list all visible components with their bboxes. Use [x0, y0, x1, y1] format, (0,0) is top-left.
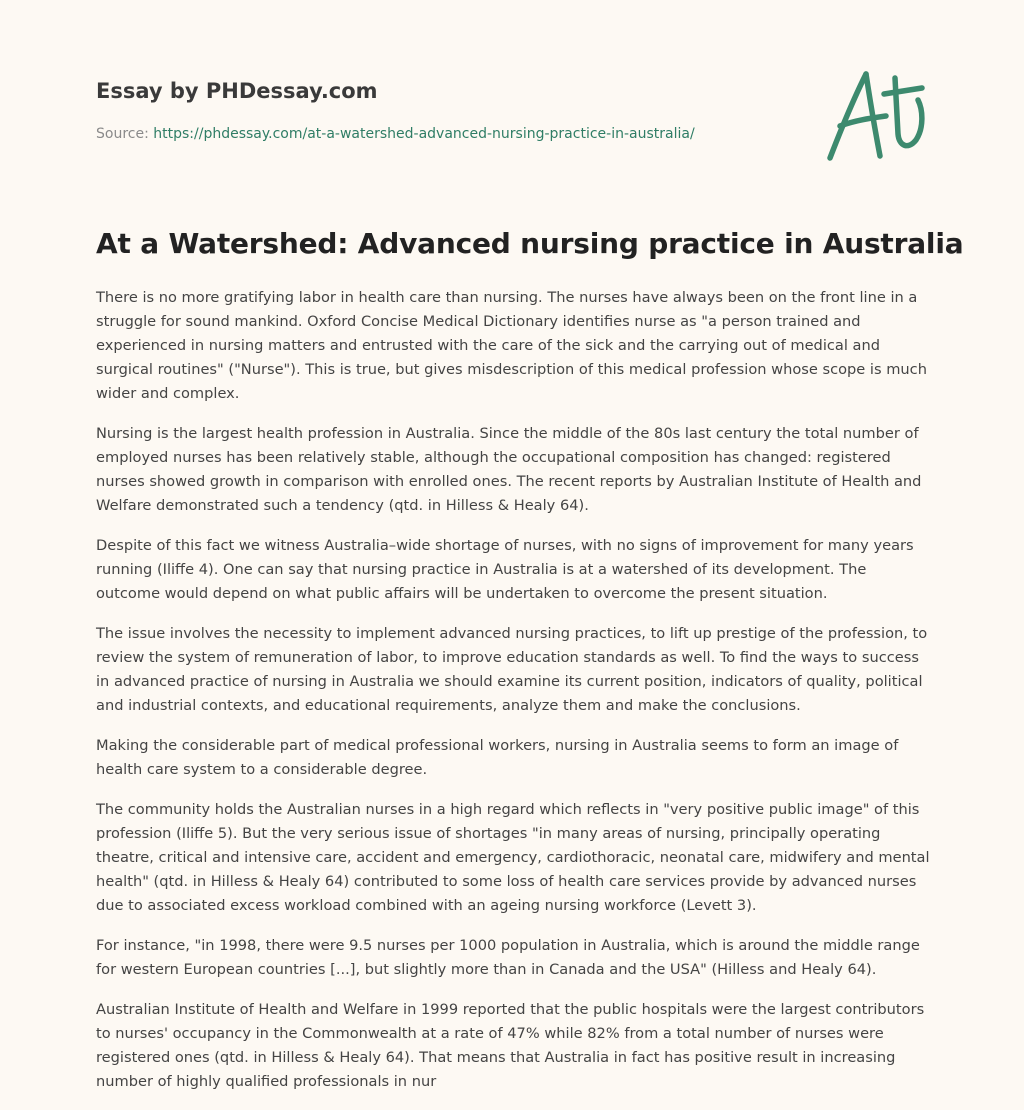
essay-paragraph: For instance, "in 1998, there were 9.5 nurses per 1000 population in Australia, which is around the middle range for western European countries [...], but slightly more than in Canada and the USA" (Hilless and Healy 64). — [96, 937, 920, 978]
essay-title: At a Watershed: Advanced nursing practice in Australia — [96, 227, 964, 260]
essay-paragraph: Nursing is the largest health profession in Australia. Since the middle of the 80s last century the total number of employed nurses has been relatively stable, although the occupational composition has changed: registered nurses showed growth in comparison with enrolled ones. The recent reports by Australian Institute of Health and Welfare demonstrated such a tendency (qtd. in Hilless & Healy 64). — [96, 425, 922, 514]
essay-paragraph: Despite of this fact we witness Australia–wide shortage of nurses, with no signs of improvement for many years running (Iliffe 4). One can say that nursing practice in Australia is at a watershed of its development. The outcome would depend on what public affairs will be undertaken to overcome the present situation. — [96, 537, 914, 602]
site-name: Essay by PHDessay.com — [96, 79, 378, 103]
a-plus-grade-icon — [822, 66, 930, 166]
source-label: Source: — [96, 126, 149, 142]
source-link[interactable]: https://phdessay.com/at-a-watershed-advanced-nursing-practice-in-australia/ — [153, 126, 695, 142]
essay-paragraph: The community holds the Australian nurses in a high regard which reflects in "very positive public image" of this profession (Iliffe 5). But the very serious issue of shortages "in many areas of nursing, principally operating theatre, critical and intensive care, accident and emergency, cardiothoracic, neonatal care, midwifery and mental health" (qtd. in Hilless & Healy 64) contributed to some loss of health care services provide by advanced nurses due to associated excess workload combined with an ageing nursing workforce (Levett 3). — [96, 801, 930, 914]
essay-paragraph: The issue involves the necessity to implement advanced nursing practices, to lift up prestige of the profession, to review the system of remuneration of labor, to improve education standards as well. To find the ways to success in advanced practice of nursing in Australia we should examine its current position, indicators of quality, political and industrial contexts, and educational requirements, analyze them and make the conclusions. — [96, 625, 928, 714]
essay-paragraph: Making the considerable part of medical professional workers, nursing in Australia seems to form an image of health care system to a considerable degree. — [96, 737, 899, 778]
essay-body — [96, 286, 930, 1110]
essay-paragraph: There is no more gratifying labor in health care than nursing. The nurses have always been on the front line in a struggle for sound mankind. Oxford Concise Medical Dictionary identifies nurse as "a person trained and experienced in nursing matters and entrusted with the care of the sick and the carrying out of medical and surgical routines" ("Nurse"). This is true, but gives misdescription of this medical profession whose scope is much wider and complex. — [96, 289, 927, 402]
essay-paragraph: Australian Institute of Health and Welfare in 1999 reported that the public hospitals were the largest contributors to nurses' occupancy in the Commonwealth at a rate of 47% while 82% from a total number of nurses were registered ones (qtd. in Hilless & Healy 64). That means that Australia in fact has positive result in increasing number of highly qualified professionals in nur — [96, 1001, 925, 1090]
source-line — [96, 124, 695, 144]
